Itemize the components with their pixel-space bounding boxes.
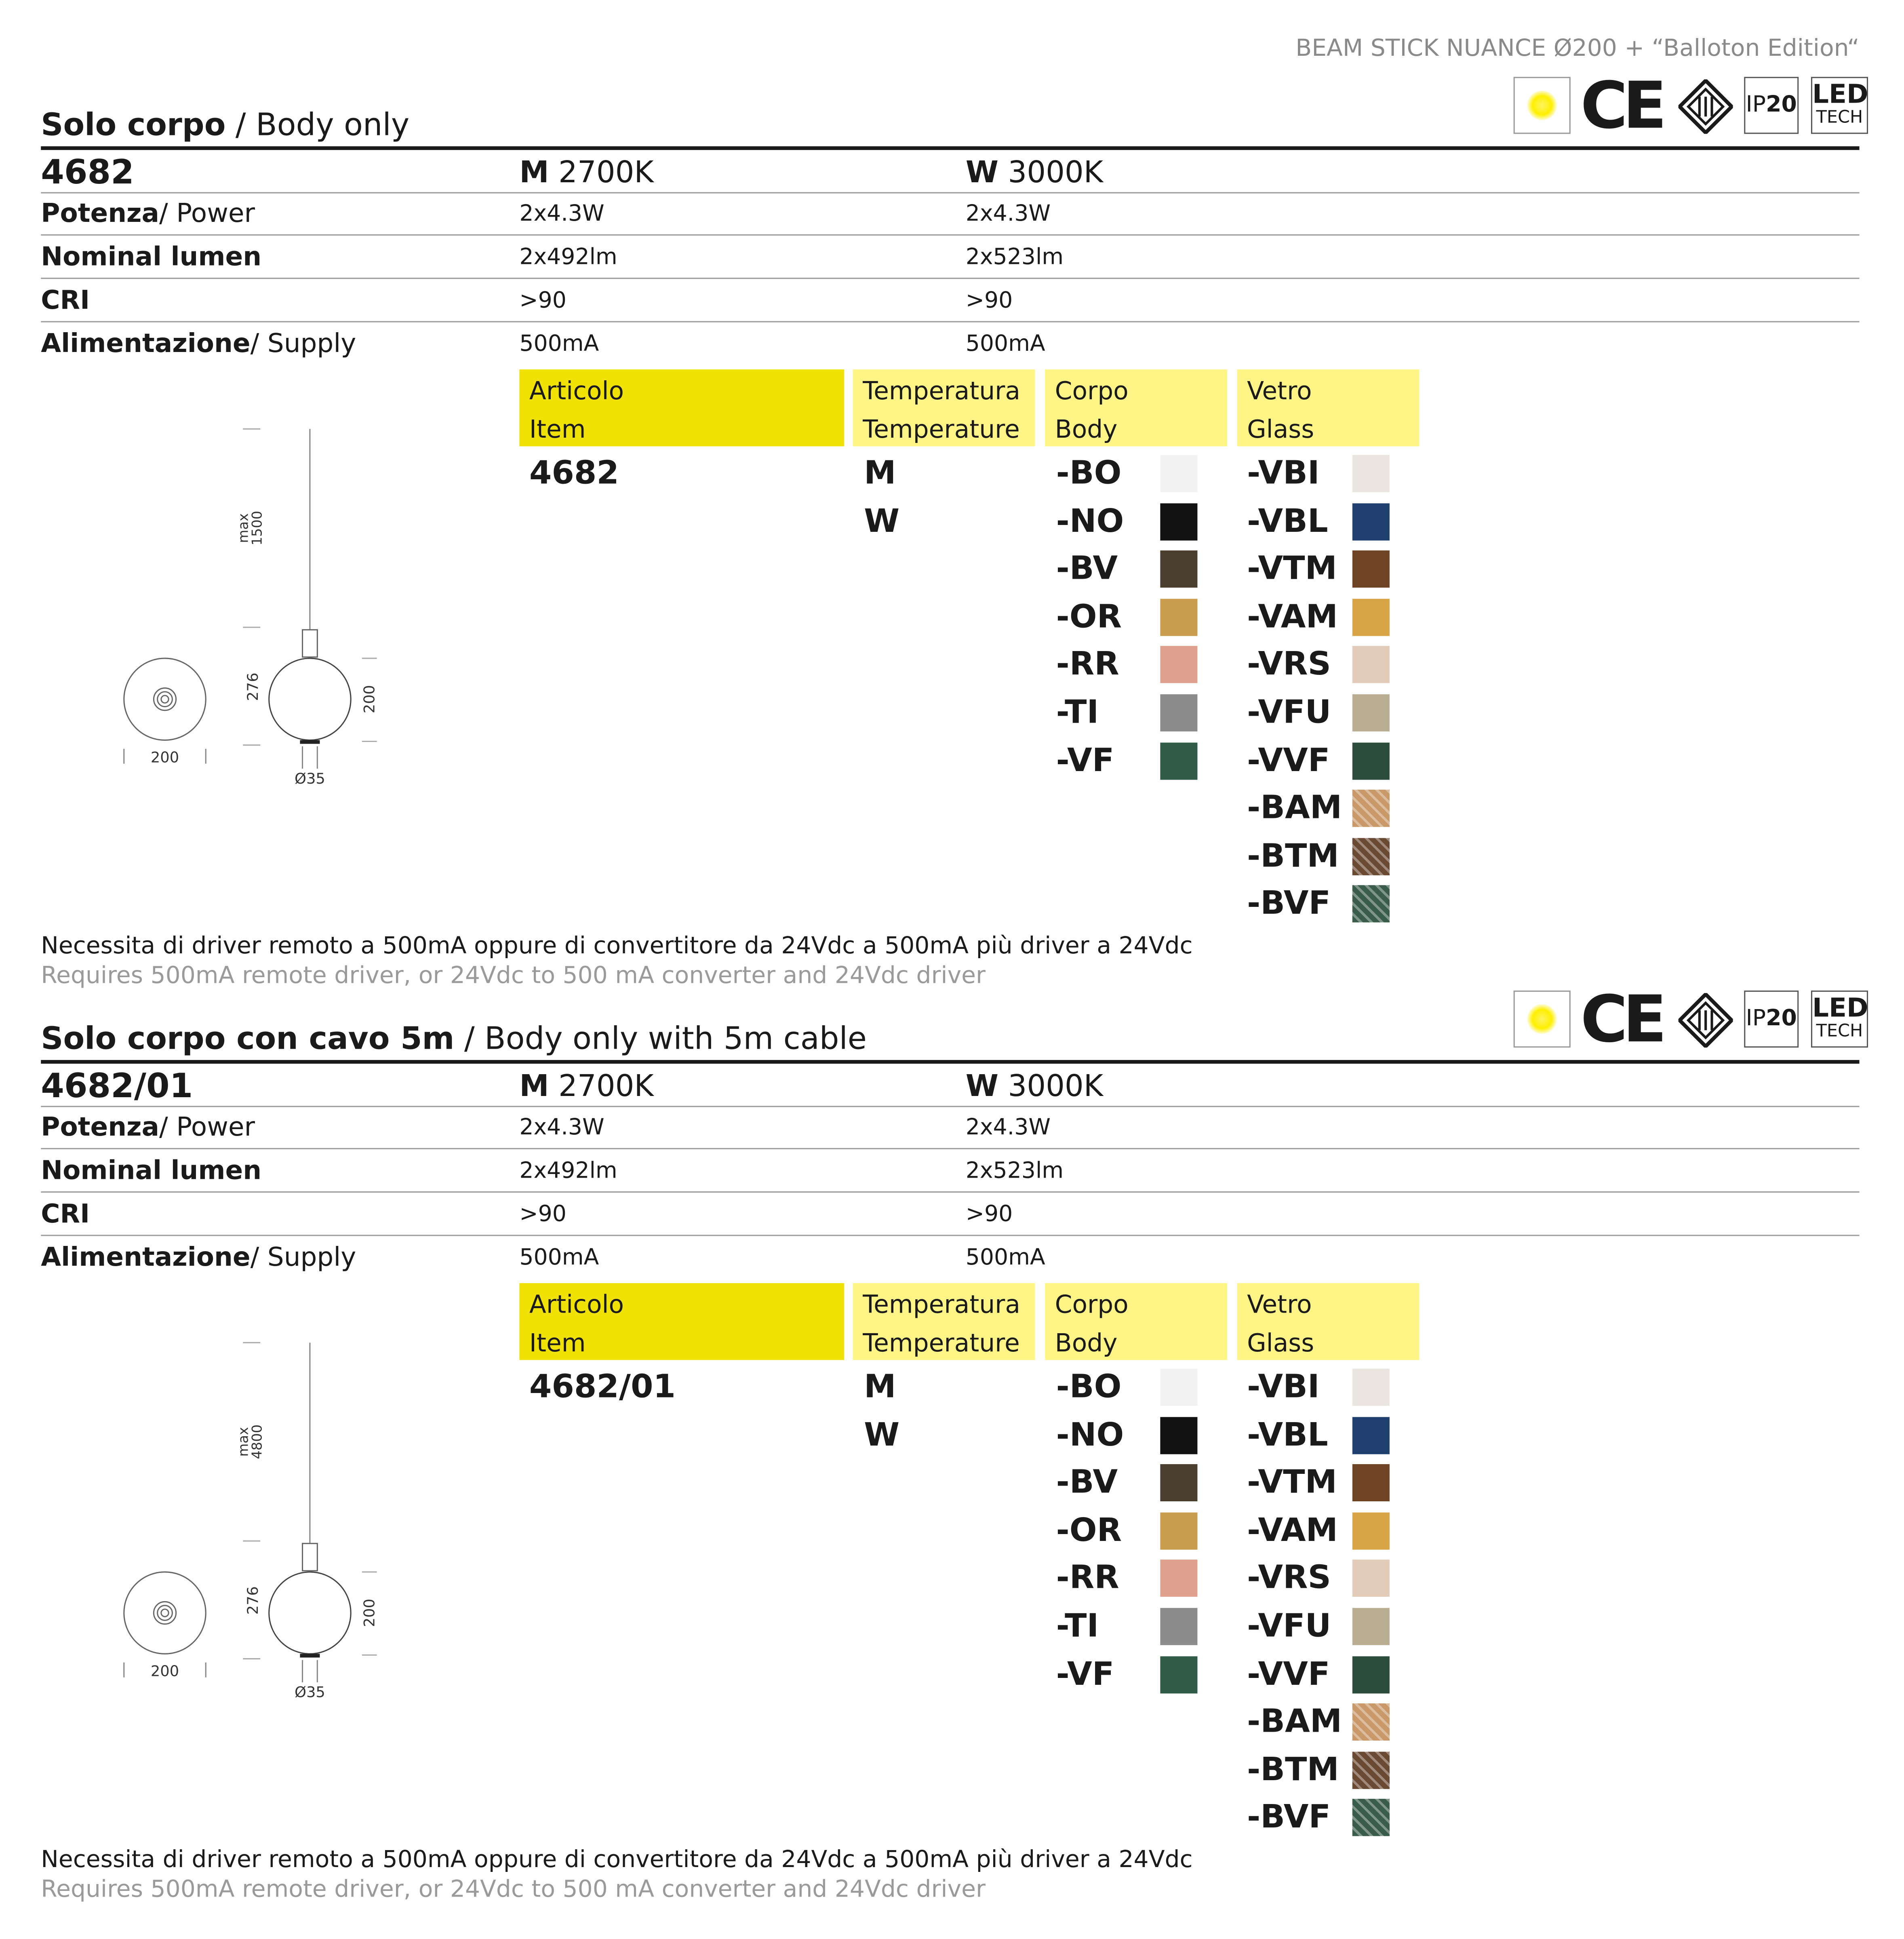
body-finish-code: -VF bbox=[1056, 1656, 1114, 1693]
header-item-en: Item bbox=[529, 414, 586, 444]
body-finish-code: -BV bbox=[1056, 550, 1118, 588]
body-finish-code: -TI bbox=[1056, 694, 1099, 731]
spec-lumen-w: 2x523lm bbox=[965, 1158, 1064, 1184]
header-body-it: Corpo bbox=[1055, 1289, 1129, 1319]
glass-finish-code: -VFU bbox=[1247, 694, 1331, 731]
spec-supply-m: 500mA bbox=[519, 1244, 599, 1271]
temp-m-heading bbox=[519, 155, 653, 190]
spec-label-lumen bbox=[41, 242, 261, 272]
product-code-heading: 4682 bbox=[41, 154, 134, 192]
spec-label-rest: / Power bbox=[159, 198, 255, 228]
glass-finish-swatch bbox=[1352, 599, 1390, 636]
body-finish-code: -BO bbox=[1056, 1368, 1122, 1406]
spec-cri-m: >90 bbox=[519, 1201, 567, 1228]
temperature-code: W bbox=[864, 1416, 900, 1454]
temp-m-kelvin: 2700K bbox=[549, 1069, 654, 1104]
glass-finish-swatch bbox=[1352, 646, 1390, 683]
header-item-it: Articolo bbox=[529, 375, 624, 406]
led-label: LED bbox=[1812, 993, 1868, 1023]
glass-finish-code: -BTM bbox=[1247, 838, 1339, 875]
spec-supply-w: 500mA bbox=[965, 1244, 1045, 1271]
header-glass bbox=[1237, 1283, 1420, 1360]
spec-label-bold: Potenza bbox=[41, 198, 160, 228]
tech-label: TECH bbox=[1816, 107, 1863, 128]
header-body bbox=[1045, 369, 1227, 446]
row-divider bbox=[41, 1148, 1859, 1149]
spec-label-supply bbox=[41, 1242, 356, 1272]
technical-drawing bbox=[112, 422, 397, 793]
spec-lumen-w: 2x523lm bbox=[965, 244, 1064, 270]
spec-cri-m: >90 bbox=[519, 287, 567, 314]
section-title bbox=[41, 1020, 867, 1056]
temp-w-heading bbox=[966, 155, 1103, 190]
spec-power-m: 2x4.3W bbox=[519, 1114, 604, 1141]
spec-label-rest: / Supply bbox=[250, 1242, 356, 1272]
header-body-en: Body bbox=[1055, 414, 1118, 444]
glass-finish-code: -VRS bbox=[1247, 646, 1331, 684]
header-item-it: Articolo bbox=[529, 1289, 624, 1319]
spec-label-bold: CRI bbox=[41, 285, 90, 315]
body-finish-swatch bbox=[1160, 742, 1197, 779]
cable-length-label: 4800 bbox=[249, 1424, 265, 1459]
row-divider bbox=[41, 1191, 1859, 1193]
ip-rating-badge bbox=[1744, 991, 1799, 1047]
note-italian: Necessita di driver remoto a 500mA oppure di convertitore da 24Vdc a 500mA più driver a 24Vdc bbox=[41, 1846, 1193, 1874]
max-label: max bbox=[235, 1427, 251, 1457]
body-finish-code: -NO bbox=[1056, 1416, 1124, 1454]
spec-supply-m: 500mA bbox=[519, 331, 599, 357]
glass-finish-code: -VBI bbox=[1247, 1368, 1320, 1406]
globe-diameter-label: 200 bbox=[360, 1598, 378, 1627]
body-finish-code: -RR bbox=[1056, 1560, 1119, 1598]
glass-finish-code: -VAM bbox=[1247, 599, 1338, 636]
header-item bbox=[519, 369, 844, 446]
body-finish-swatch bbox=[1160, 551, 1197, 588]
temp-w-heading bbox=[966, 1069, 1103, 1103]
header-item-en: Item bbox=[529, 1328, 586, 1358]
temperature-code: W bbox=[864, 503, 900, 540]
glass-finish-code: -VAM bbox=[1247, 1512, 1338, 1550]
temp-m-kelvin: 2700K bbox=[549, 155, 654, 190]
glass-finish-swatch bbox=[1352, 551, 1390, 588]
spec-lumen-m: 2x492lm bbox=[519, 1158, 617, 1184]
body-finish-swatch bbox=[1160, 1560, 1197, 1597]
body-finish-swatch bbox=[1160, 1465, 1197, 1502]
temp-w-letter: W bbox=[965, 1069, 998, 1104]
max-label: max bbox=[235, 513, 251, 543]
item-code: 4682/01 bbox=[529, 1368, 676, 1406]
spec-cri-w: >90 bbox=[965, 1201, 1013, 1228]
spec-label-cri bbox=[41, 1199, 90, 1229]
header-temperature-en: Temperature bbox=[863, 414, 1020, 444]
glass-finish-code: -VBL bbox=[1247, 503, 1328, 540]
item-code: 4682 bbox=[529, 455, 619, 492]
section-title bbox=[41, 107, 409, 143]
header-glass bbox=[1237, 369, 1420, 446]
body-finish-swatch bbox=[1160, 455, 1197, 492]
glass-finish-swatch bbox=[1352, 1465, 1390, 1502]
spec-label-bold: Nominal lumen bbox=[41, 242, 262, 272]
body-finish-swatch bbox=[1160, 1416, 1197, 1454]
led-label: LED bbox=[1812, 79, 1868, 109]
body-finish-code: -VF bbox=[1056, 742, 1114, 780]
globe-height-label: 276 bbox=[244, 1586, 262, 1615]
note-english: Requires 500mA remote driver, or 24Vdc to 500 mA converter and 24Vdc driver bbox=[41, 1876, 986, 1903]
header-item bbox=[519, 1283, 844, 1360]
header-temperature bbox=[853, 369, 1035, 446]
glass-finish-swatch bbox=[1352, 1704, 1390, 1741]
spec-label-rest: / Power bbox=[159, 1112, 255, 1142]
ip-rating-badge bbox=[1744, 77, 1799, 134]
header-temperature-it: Temperatura bbox=[863, 1289, 1021, 1319]
glass-finish-swatch bbox=[1352, 1608, 1390, 1645]
glass-finish-swatch bbox=[1352, 1799, 1390, 1836]
spec-supply-w: 500mA bbox=[965, 331, 1045, 357]
spec-cri-w: >90 bbox=[965, 287, 1013, 314]
spec-lumen-m: 2x492lm bbox=[519, 244, 617, 270]
globe-diameter-label: 200 bbox=[360, 685, 378, 714]
light-source-icon bbox=[1514, 77, 1571, 134]
body-finish-swatch bbox=[1160, 599, 1197, 636]
temperature-code: M bbox=[864, 455, 896, 492]
body-finish-swatch bbox=[1160, 646, 1197, 683]
body-finish-swatch bbox=[1160, 694, 1197, 731]
glass-finish-code: -VFU bbox=[1247, 1608, 1331, 1645]
spec-label-rest: / Supply bbox=[250, 328, 356, 358]
globe-height-label: 276 bbox=[244, 672, 262, 701]
header-glass-it: Vetro bbox=[1247, 375, 1312, 406]
glass-finish-swatch bbox=[1352, 838, 1390, 875]
glass-finish-code: -VVF bbox=[1247, 742, 1330, 780]
body-finish-code: -BV bbox=[1056, 1464, 1118, 1502]
body-finish-code: -TI bbox=[1056, 1608, 1099, 1645]
header-glass-en: Glass bbox=[1247, 1328, 1314, 1358]
document-title: BEAM STICK NUANCE Ø200 + “Balloton Edition“ bbox=[1295, 34, 1860, 62]
spec-power-w: 2x4.3W bbox=[965, 200, 1051, 227]
tech-label: TECH bbox=[1816, 1021, 1863, 1041]
glass-finish-swatch bbox=[1352, 1751, 1390, 1789]
base-diameter-label: Ø35 bbox=[295, 769, 325, 787]
body-finish-swatch bbox=[1160, 1369, 1197, 1406]
spec-label-power bbox=[41, 1112, 255, 1142]
header-body-en: Body bbox=[1055, 1328, 1118, 1358]
temp-m-letter: M bbox=[519, 1069, 549, 1104]
glass-finish-code: -BTM bbox=[1247, 1751, 1339, 1789]
ip-prefix: IP bbox=[1746, 1005, 1766, 1032]
light-source-icon bbox=[1514, 991, 1571, 1047]
body-finish-code: -RR bbox=[1056, 646, 1119, 684]
ip-value: 20 bbox=[1766, 1005, 1797, 1032]
temp-m-heading bbox=[519, 1069, 653, 1103]
ce-mark-icon: CE bbox=[1580, 983, 1662, 1058]
glass-finish-code: -VVF bbox=[1247, 1656, 1330, 1693]
header-body bbox=[1045, 1283, 1227, 1360]
glass-finish-code: -BVF bbox=[1247, 885, 1331, 923]
temperature-code: M bbox=[864, 1368, 896, 1406]
glass-finish-code: -VBL bbox=[1247, 1416, 1328, 1454]
body-finish-code: -OR bbox=[1056, 1512, 1122, 1550]
header-temperature-en: Temperature bbox=[863, 1328, 1020, 1358]
body-finish-swatch bbox=[1160, 1512, 1197, 1549]
spec-label-bold: Potenza bbox=[41, 1112, 160, 1142]
row-divider bbox=[41, 1235, 1859, 1236]
row-divider bbox=[41, 1106, 1859, 1107]
product-code-heading: 4682/01 bbox=[41, 1067, 193, 1106]
body-finish-code: -BO bbox=[1056, 455, 1122, 492]
spec-label-lumen bbox=[41, 1155, 261, 1185]
row-divider bbox=[41, 192, 1859, 193]
spec-power-m: 2x4.3W bbox=[519, 200, 604, 227]
glass-finish-code: -BAM bbox=[1247, 790, 1342, 827]
header-temperature bbox=[853, 1283, 1035, 1360]
note-italian: Necessita di driver remoto a 500mA oppure di convertitore da 24Vdc a 500mA più driver a 24Vdc bbox=[41, 932, 1193, 960]
glass-finish-swatch bbox=[1352, 742, 1390, 779]
section-divider bbox=[41, 146, 1859, 150]
glass-finish-swatch bbox=[1352, 790, 1390, 827]
ce-mark-icon: CE bbox=[1580, 69, 1662, 144]
ip-prefix: IP bbox=[1746, 92, 1766, 118]
glass-finish-swatch bbox=[1352, 503, 1390, 540]
row-divider bbox=[41, 321, 1859, 322]
temp-w-letter: W bbox=[965, 155, 998, 190]
row-divider bbox=[41, 278, 1859, 279]
glass-finish-swatch bbox=[1352, 1416, 1390, 1454]
header-temperature-it: Temperatura bbox=[863, 375, 1021, 406]
glass-finish-swatch bbox=[1352, 1512, 1390, 1549]
section-title-rest: / Body only bbox=[225, 106, 410, 143]
class-iii-icon bbox=[1679, 993, 1733, 1047]
glass-finish-code: -BAM bbox=[1247, 1703, 1342, 1741]
glass-finish-code: -VTM bbox=[1247, 1464, 1337, 1502]
body-finish-swatch bbox=[1160, 1656, 1197, 1693]
temp-m-letter: M bbox=[519, 155, 549, 190]
led-tech-badge bbox=[1811, 77, 1868, 134]
body-finish-swatch bbox=[1160, 503, 1197, 540]
base-diameter-label: Ø35 bbox=[295, 1683, 325, 1701]
glass-finish-swatch bbox=[1352, 694, 1390, 731]
glass-finish-swatch bbox=[1352, 1560, 1390, 1597]
spec-label-supply bbox=[41, 329, 356, 358]
cable-length-label: 1500 bbox=[249, 510, 265, 546]
glass-finish-swatch bbox=[1352, 1369, 1390, 1406]
temp-w-kelvin: 3000K bbox=[998, 155, 1104, 190]
glass-finish-code: -VTM bbox=[1247, 550, 1337, 588]
temp-w-kelvin: 3000K bbox=[998, 1069, 1104, 1104]
header-glass-en: Glass bbox=[1247, 414, 1314, 444]
led-tech-badge bbox=[1811, 991, 1868, 1047]
diameter-label: 200 bbox=[150, 748, 179, 766]
ip-value: 20 bbox=[1766, 92, 1797, 118]
section-title-rest: / Body only with 5m cable bbox=[454, 1020, 867, 1056]
spec-label-bold: Nominal lumen bbox=[41, 1155, 262, 1185]
spec-label-bold: Alimentazione bbox=[41, 1242, 251, 1272]
section-divider bbox=[41, 1060, 1859, 1064]
section-title-bold: Solo corpo con cavo 5m bbox=[41, 1020, 455, 1056]
spec-label-bold: Alimentazione bbox=[41, 328, 251, 358]
glass-finish-code: -BVF bbox=[1247, 1799, 1331, 1837]
glass-finish-swatch bbox=[1352, 1656, 1390, 1693]
spec-label-cri bbox=[41, 285, 90, 315]
header-glass-it: Vetro bbox=[1247, 1289, 1312, 1319]
technical-drawing bbox=[112, 1335, 397, 1707]
class-iii-icon bbox=[1679, 79, 1733, 134]
spec-power-w: 2x4.3W bbox=[965, 1114, 1051, 1141]
spec-label-power bbox=[41, 198, 255, 228]
glass-finish-swatch bbox=[1352, 455, 1390, 492]
note-english: Requires 500mA remote driver, or 24Vdc to 500 mA converter and 24Vdc driver bbox=[41, 962, 986, 990]
glass-finish-code: -VRS bbox=[1247, 1560, 1331, 1598]
section-title-bold: Solo corpo bbox=[41, 106, 226, 143]
product-section bbox=[0, 914, 1904, 1903]
row-divider bbox=[41, 234, 1859, 236]
header-body-it: Corpo bbox=[1055, 375, 1129, 406]
spec-label-bold: CRI bbox=[41, 1199, 90, 1229]
body-finish-swatch bbox=[1160, 1608, 1197, 1645]
diameter-label: 200 bbox=[150, 1662, 179, 1680]
body-finish-code: -NO bbox=[1056, 503, 1124, 540]
glass-finish-code: -VBI bbox=[1247, 455, 1320, 492]
body-finish-code: -OR bbox=[1056, 599, 1122, 636]
